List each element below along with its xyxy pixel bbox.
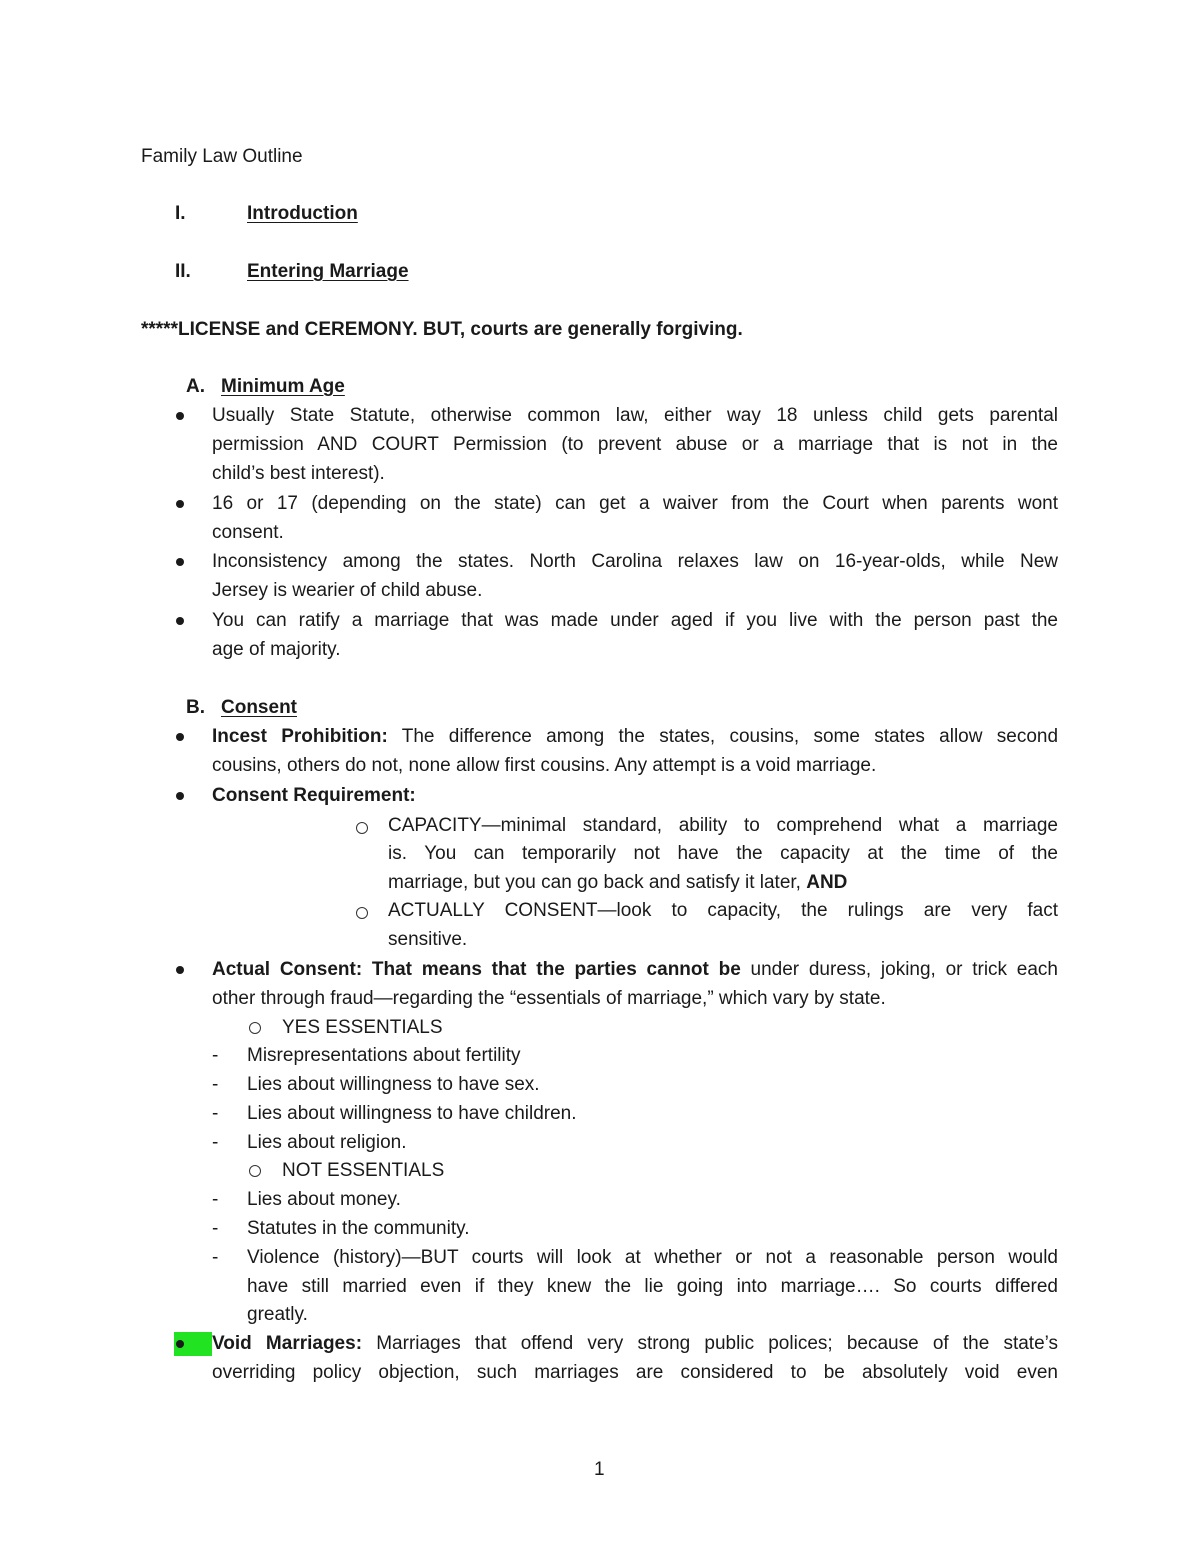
capacity-line-1: CAPACITY—minimal standard, ability to comprehend what a marriage xyxy=(388,815,1058,836)
void-text: Marriages that offend very strong public polices; because of the state’s xyxy=(376,1333,1059,1354)
subsection-letter-b: B. xyxy=(186,697,205,718)
not-essentials-label: NOT ESSENTIALS xyxy=(282,1160,445,1181)
yes-item-1: Misrepresentations about fertility xyxy=(247,1045,521,1066)
violence-line-2: have still married even if they knew the lie going into marriage…. So courts differed xyxy=(247,1276,1058,1297)
subsection-heading-minimum-age: Minimum Age xyxy=(221,376,345,397)
capacity-line-3 xyxy=(388,868,847,897)
minage-bullet-2-line-1: 16 or 17 (depending on the state) can get a waiver from the Court when parents wont xyxy=(212,493,1058,514)
dash-icon: - xyxy=(212,1103,219,1124)
capacity-and: AND xyxy=(806,872,848,893)
capacity-text: marriage, but you can go back and satisfy it later, xyxy=(388,872,801,893)
minage-bullet-1-line-1: Usually State Statute, otherwise common law, either way 18 unless child gets parental xyxy=(212,405,1058,426)
bullet-icon xyxy=(174,792,186,804)
circle-bullet-icon xyxy=(356,907,368,919)
minage-bullet-2-line-2: consent. xyxy=(212,522,284,543)
actually-consent-line-2: sensitive. xyxy=(388,929,468,950)
section-heading-introduction: Introduction xyxy=(247,203,358,224)
yes-item-4: Lies about religion. xyxy=(247,1132,407,1153)
subsection-letter-a: A. xyxy=(186,376,205,397)
section-number-1: I. xyxy=(175,203,186,224)
actual-consent-line-1 xyxy=(212,955,1058,984)
bullet-icon xyxy=(174,733,186,745)
section-heading-entering-marriage: Entering Marriage xyxy=(247,261,409,282)
actually-consent-line-1: ACTUALLY CONSENT—look to capacity, the rulings are very fact xyxy=(388,900,1058,921)
void-marriages-label: Void Marriages: xyxy=(212,1333,363,1354)
actual-consent-label: Actual Consent: That means that the parties cannot be xyxy=(212,959,741,980)
bullet-icon xyxy=(174,500,186,512)
minage-bullet-1-line-2: permission AND COURT Permission (to prevent abuse or a marriage that is not in the xyxy=(212,434,1058,455)
bullet-icon xyxy=(174,1340,186,1352)
violence-line-1: Violence (history)—BUT courts will look at whether or not a reasonable person would xyxy=(247,1247,1058,1268)
minage-bullet-1-line-3: child’s best interest). xyxy=(212,463,385,484)
actual-consent-text: under duress, joking, or trick each xyxy=(750,959,1058,980)
incest-line-2: cousins, others do not, none allow first cousins. Any attempt is a void marriage. xyxy=(212,755,877,776)
minage-bullet-3-line-1: Inconsistency among the states. North Carolina relaxes law on 16-year-olds, while New xyxy=(212,551,1058,572)
document-title: Family Law Outline xyxy=(141,146,303,167)
incest-label: Incest Prohibition: xyxy=(212,726,388,747)
void-line-1 xyxy=(212,1329,1058,1358)
not-item-1: Lies about money. xyxy=(247,1189,401,1210)
dash-icon: - xyxy=(212,1189,219,1210)
section-number-2: II. xyxy=(175,261,191,282)
capacity-line-2: is. You can temporarily not have the capacity at the time of the xyxy=(388,843,1058,864)
circle-bullet-icon xyxy=(249,1022,261,1034)
yes-item-2: Lies about willingness to have sex. xyxy=(247,1074,540,1095)
dash-icon: - xyxy=(212,1045,219,1066)
violence-line-3: greatly. xyxy=(247,1304,308,1325)
dash-icon: - xyxy=(212,1247,219,1268)
void-line-2: overriding policy objection, such marriages are considered to be absolutely void even xyxy=(212,1362,1058,1383)
yes-essentials-label: YES ESSENTIALS xyxy=(282,1017,443,1038)
incest-line-1 xyxy=(212,722,1058,751)
bullet-icon xyxy=(174,617,186,629)
not-item-2: Statutes in the community. xyxy=(247,1218,470,1239)
subsection-heading-consent: Consent xyxy=(221,697,297,718)
bullet-icon xyxy=(174,966,186,978)
minage-bullet-4-line-1: You can ratify a marriage that was made under aged if you live with the person past the xyxy=(212,610,1058,631)
minage-bullet-4-line-2: age of majority. xyxy=(212,639,341,660)
minage-bullet-3-line-2: Jersey is wearier of child abuse. xyxy=(212,580,483,601)
actual-consent-line-2: other through fraud—regarding the “essentials of marriage,” which vary by state. xyxy=(212,988,886,1009)
bullet-icon xyxy=(174,412,186,424)
consent-requirement-label: Consent Requirement: xyxy=(212,785,416,806)
license-ceremony-note: *****LICENSE and CEREMONY. BUT, courts are generally forgiving. xyxy=(141,319,743,340)
page-number: 1 xyxy=(594,1459,605,1480)
circle-bullet-icon xyxy=(249,1165,261,1177)
dash-icon: - xyxy=(212,1218,219,1239)
dash-icon: - xyxy=(212,1074,219,1095)
yes-item-3: Lies about willingness to have children. xyxy=(247,1103,577,1124)
bullet-icon xyxy=(174,558,186,570)
circle-bullet-icon xyxy=(356,822,368,834)
incest-text: The difference among the states, cousins, some states allow second xyxy=(401,726,1059,747)
dash-icon: - xyxy=(212,1132,219,1153)
